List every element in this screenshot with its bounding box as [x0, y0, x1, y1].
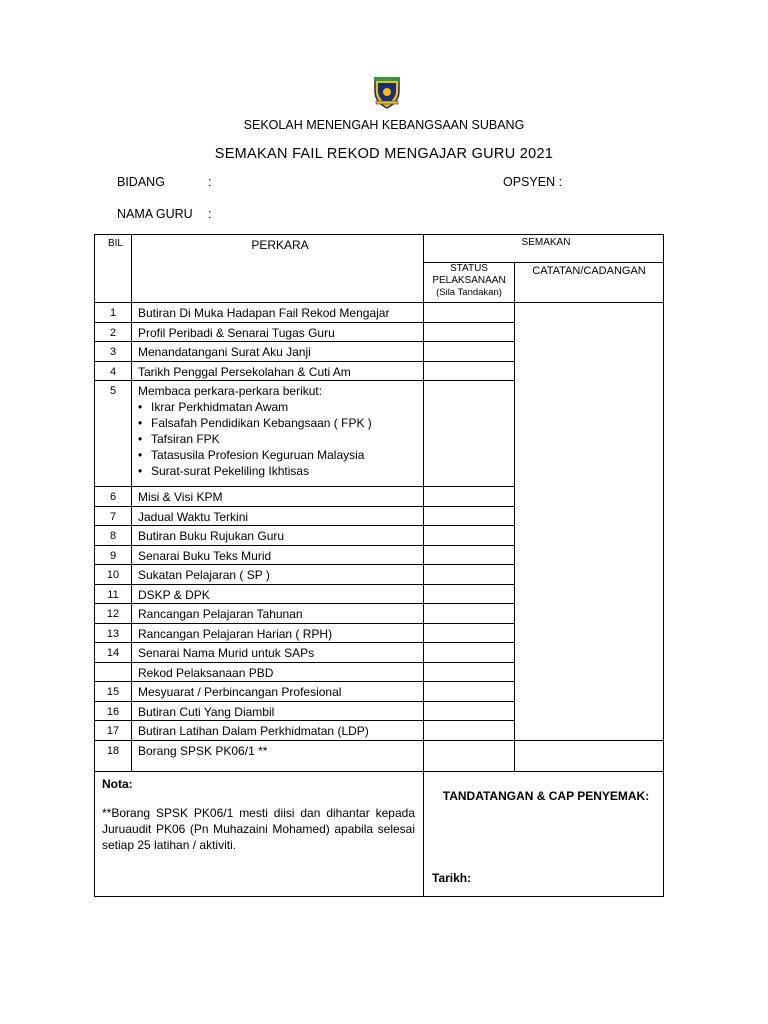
- row-perkara: Borang SPSK PK06/1 **: [132, 740, 424, 771]
- row-bil: 11: [95, 584, 132, 604]
- status-cell[interactable]: [424, 604, 515, 624]
- nama-guru-label: NAMA GURU: [117, 207, 193, 221]
- row-bil: 17: [95, 721, 132, 741]
- row-bil: 4: [95, 361, 132, 381]
- row-perkara: [132, 381, 424, 487]
- header-perkara: PERKARA: [132, 235, 424, 303]
- status-cell[interactable]: [424, 381, 515, 487]
- row-perkara: Rekod Pelaksanaan PBD: [132, 662, 424, 682]
- status-cell[interactable]: [424, 322, 515, 342]
- header-status-label: STATUS PELAKSANAAN: [432, 263, 506, 286]
- row-bil: 3: [95, 342, 132, 362]
- row-perkara: Sukatan Pelajaran ( SP ): [132, 565, 424, 585]
- row-bil: 14: [95, 643, 132, 663]
- row-bil: 13: [95, 623, 132, 643]
- row-perkara: Senarai Nama Murid untuk SAPs: [132, 643, 424, 663]
- catatan-cell[interactable]: [515, 740, 664, 771]
- row-bil: 1: [95, 303, 132, 323]
- status-cell[interactable]: [424, 487, 515, 507]
- status-cell[interactable]: [424, 643, 515, 663]
- status-cell[interactable]: [424, 740, 515, 771]
- bullet-list: [138, 399, 423, 479]
- row-perkara: Jadual Waktu Terkini: [132, 506, 424, 526]
- bullet-item: • Tafsiran FPK: [138, 431, 423, 447]
- row-bil: 8: [95, 526, 132, 546]
- status-cell[interactable]: [424, 342, 515, 362]
- row-bil: 9: [95, 545, 132, 565]
- status-cell[interactable]: [424, 721, 515, 741]
- row-bil: 16: [95, 701, 132, 721]
- row-perkara: Profil Peribadi & Senarai Tugas Guru: [132, 322, 424, 342]
- row-bil: 10: [95, 565, 132, 585]
- row-bil: 5: [95, 381, 132, 487]
- row-perkara: Menandatangani Surat Aku Janji: [132, 342, 424, 362]
- row-perkara: Misi & Visi KPM: [132, 487, 424, 507]
- header-semakan: SEMAKAN: [424, 235, 664, 263]
- bullet-item: • Surat-surat Pekeliling Ikhtisas: [138, 463, 423, 479]
- status-cell[interactable]: [424, 584, 515, 604]
- page-title: SEMAKAN FAIL REKOD MENGAJAR GURU 2021: [214, 146, 554, 162]
- row-perkara: Butiran Buku Rujukan Guru: [132, 526, 424, 546]
- row-bil: [95, 662, 132, 682]
- row-perkara: Mesyuarat / Perbincangan Profesional: [132, 682, 424, 702]
- catatan-cell[interactable]: [515, 303, 664, 741]
- opsyen-label: OPSYEN :: [503, 175, 563, 189]
- checklist-table: [94, 234, 664, 897]
- row-bil: 12: [95, 604, 132, 624]
- status-cell[interactable]: [424, 361, 515, 381]
- status-cell[interactable]: [424, 303, 515, 323]
- bullet-item: • Ikrar Perkhidmatan Awam: [138, 399, 423, 415]
- row-perkara: Butiran Cuti Yang Diambil: [132, 701, 424, 721]
- row-perkara: Tarikh Penggal Persekolahan & Cuti Am: [132, 361, 424, 381]
- row-bil: 2: [95, 322, 132, 342]
- header-catatan: CATATAN/CADANGAN: [515, 263, 664, 303]
- signature-label: TANDATANGAN & CAP PENYEMAK:: [442, 788, 650, 803]
- row-perkara: Senarai Buku Teks Murid: [132, 545, 424, 565]
- signature-cell[interactable]: [424, 771, 664, 896]
- status-cell[interactable]: [424, 526, 515, 546]
- row-bil: 6: [95, 487, 132, 507]
- status-cell[interactable]: [424, 565, 515, 585]
- bidang-label: BIDANG: [117, 175, 165, 189]
- row-perkara-intro: Membaca perkara-perkara berikut:: [138, 384, 323, 398]
- row-perkara: DSKP & DPK: [132, 584, 424, 604]
- row-bil: 18: [95, 740, 132, 771]
- header-bil: BIL: [95, 235, 132, 303]
- tarikh-label: Tarikh:: [432, 870, 472, 885]
- row-bil: 7: [95, 506, 132, 526]
- row-perkara: Rancangan Pelajaran Harian ( RPH): [132, 623, 424, 643]
- row-perkara: Rancangan Pelajaran Tahunan: [132, 604, 424, 624]
- school-crest-icon: [372, 75, 402, 109]
- row-perkara: Butiran Di Muka Hadapan Fail Rekod Mengajar: [132, 303, 424, 323]
- status-cell[interactable]: [424, 545, 515, 565]
- header-status-note: (Sila Tandakan): [436, 287, 502, 298]
- row-bil: 15: [95, 682, 132, 702]
- status-cell[interactable]: [424, 662, 515, 682]
- nota-cell: [95, 771, 424, 896]
- nota-label: Nota:: [102, 776, 133, 791]
- nama-guru-colon: :: [208, 207, 212, 221]
- bullet-item: • Tatasusila Profesion Keguruan Malaysia: [138, 447, 423, 463]
- row-perkara: Butiran Latihan Dalam Perkhidmatan (LDP): [132, 721, 424, 741]
- status-cell[interactable]: [424, 701, 515, 721]
- status-cell[interactable]: [424, 506, 515, 526]
- header-status: [424, 263, 515, 303]
- nota-text: **Borang SPSK PK06/1 mesti diisi dan dihantar kepada Juruaudit PK06 (Pn Muhazaini Mohamed) apabila selesai setiap 25 latihan / aktiviti.: [102, 805, 415, 852]
- bidang-colon: :: [208, 175, 212, 189]
- status-cell[interactable]: [424, 682, 515, 702]
- status-cell[interactable]: [424, 623, 515, 643]
- school-name: SEKOLAH MENENGAH KEBANGSAAN SUBANG: [243, 118, 525, 132]
- bullet-item: • Falsafah Pendidikan Kebangsaan ( FPK ): [138, 415, 423, 431]
